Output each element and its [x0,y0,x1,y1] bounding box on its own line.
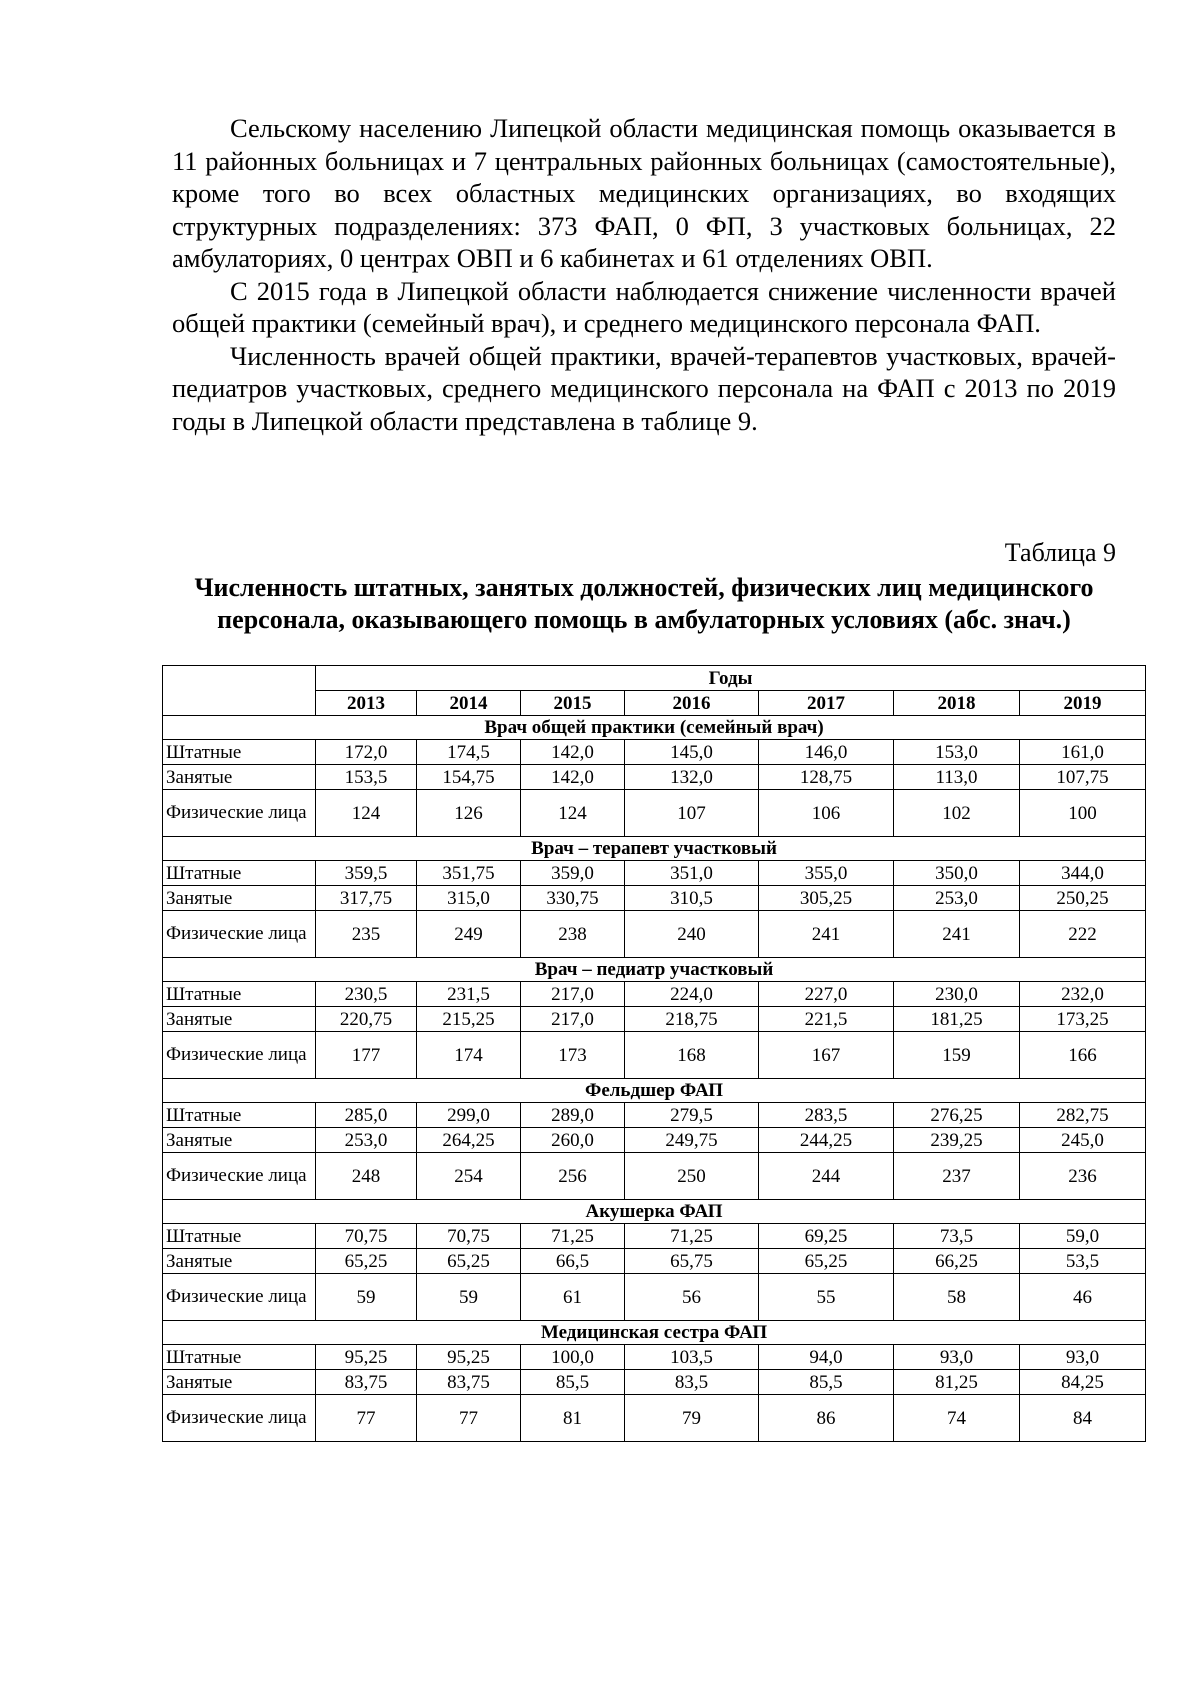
value-cell: 237 [894,1153,1020,1200]
value-cell: 65,25 [759,1249,894,1274]
value-cell: 232,0 [1020,982,1146,1007]
value-cell: 142,0 [521,765,625,790]
value-cell: 256 [521,1153,625,1200]
value-cell: 128,75 [759,765,894,790]
table-row [163,1345,1146,1370]
value-cell: 236 [1020,1153,1146,1200]
table-row [163,911,1146,958]
row-label: Занятые [163,1249,316,1274]
paragraph: С 2015 года в Липецкой области наблюдается снижение численности врачей общей практики (семейный врач), и среднего медицинского персонала ФАП. [172,275,1116,338]
value-cell: 241 [894,911,1020,958]
section-header-row [163,837,1146,861]
row-label: Штатные [163,861,316,886]
value-cell: 113,0 [894,765,1020,790]
section-header-row [163,958,1146,982]
value-cell: 102 [894,790,1020,837]
value-cell: 285,0 [316,1103,417,1128]
value-cell: 279,5 [625,1103,759,1128]
value-cell: 222 [1020,911,1146,958]
value-cell: 86 [759,1395,894,1442]
table-row [163,1274,1146,1321]
value-cell: 359,0 [521,861,625,886]
value-cell: 355,0 [759,861,894,886]
value-cell: 153,5 [316,765,417,790]
year-header-cell: 2013 [316,691,417,716]
value-cell: 84,25 [1020,1370,1146,1395]
value-cell: 173 [521,1032,625,1079]
row-label: Занятые [163,1370,316,1395]
value-cell: 351,75 [417,861,521,886]
value-cell: 146,0 [759,740,894,765]
value-cell: 231,5 [417,982,521,1007]
value-cell: 253,0 [894,886,1020,911]
value-cell: 100,0 [521,1345,625,1370]
year-header-cell: 2014 [417,691,521,716]
value-cell: 240 [625,911,759,958]
value-cell: 126 [417,790,521,837]
value-cell: 344,0 [1020,861,1146,886]
table-caption [172,537,1116,636]
value-cell: 95,25 [316,1345,417,1370]
row-label: Штатные [163,1224,316,1249]
row-label: Штатные [163,982,316,1007]
section-title: Акушерка ФАП [163,1200,1146,1224]
body-text [172,112,1116,437]
value-cell: 73,5 [894,1224,1020,1249]
value-cell: 172,0 [316,740,417,765]
value-cell: 299,0 [417,1103,521,1128]
value-cell: 177 [316,1032,417,1079]
value-cell: 93,0 [894,1345,1020,1370]
value-cell: 53,5 [1020,1249,1146,1274]
value-cell: 85,5 [521,1370,625,1395]
value-cell: 351,0 [625,861,759,886]
value-cell: 315,0 [417,886,521,911]
row-label: Физические лица [163,911,316,958]
table-row [163,740,1146,765]
table-row [163,1032,1146,1079]
row-label: Занятые [163,1007,316,1032]
value-cell: 65,25 [417,1249,521,1274]
table-row [163,1103,1146,1128]
value-cell: 107,75 [1020,765,1146,790]
value-cell: 317,75 [316,886,417,911]
value-cell: 83,75 [316,1370,417,1395]
table-row [163,1153,1146,1200]
value-cell: 217,0 [521,1007,625,1032]
value-cell: 59 [417,1274,521,1321]
row-label: Штатные [163,1103,316,1128]
value-cell: 168 [625,1032,759,1079]
section-title: Врач общей практики (семейный врач) [163,716,1146,740]
value-cell: 132,0 [625,765,759,790]
value-cell: 244,25 [759,1128,894,1153]
value-cell: 69,25 [759,1224,894,1249]
value-cell: 124 [521,790,625,837]
value-cell: 276,25 [894,1103,1020,1128]
value-cell: 59,0 [1020,1224,1146,1249]
value-cell: 79 [625,1395,759,1442]
value-cell: 74 [894,1395,1020,1442]
section-header-row [163,1079,1146,1103]
year-header-cell: 2018 [894,691,1020,716]
value-cell: 71,25 [521,1224,625,1249]
value-cell: 260,0 [521,1128,625,1153]
value-cell: 215,25 [417,1007,521,1032]
value-cell: 107 [625,790,759,837]
year-header-cell: 2019 [1020,691,1146,716]
section-header-row [163,1321,1146,1345]
value-cell: 249 [417,911,521,958]
table-row [163,790,1146,837]
value-cell: 70,75 [417,1224,521,1249]
value-cell: 244 [759,1153,894,1200]
value-cell: 217,0 [521,982,625,1007]
value-cell: 181,25 [894,1007,1020,1032]
value-cell: 106 [759,790,894,837]
value-cell: 66,25 [894,1249,1020,1274]
value-cell: 174,5 [417,740,521,765]
value-cell: 100 [1020,790,1146,837]
years-header: Годы [316,666,1146,691]
value-cell: 167 [759,1032,894,1079]
value-cell: 282,75 [1020,1103,1146,1128]
paragraph: Сельскому населению Липецкой области медицинская помощь оказывается в 11 районных больницах и 7 центральных районных больницах (самостоятельные), кроме того во всех областных медицинских организациях, во входящих структурных подразделениях: 373 ФАП, 0 ФП, 3 участковых больницах, 22 амбулаториях, 0 центрах ОВП и 6 кабинетах и 61 отделениях ОВП. [172,113,1116,273]
value-cell: 230,5 [316,982,417,1007]
row-label: Физические лица [163,1274,316,1321]
value-cell: 264,25 [417,1128,521,1153]
table-row [163,1370,1146,1395]
value-cell: 81,25 [894,1370,1020,1395]
value-cell: 254 [417,1153,521,1200]
section-title: Врач – педиатр участковый [163,958,1146,982]
section-title: Медицинская сестра ФАП [163,1321,1146,1345]
value-cell: 94,0 [759,1345,894,1370]
value-cell: 81 [521,1395,625,1442]
value-cell: 66,5 [521,1249,625,1274]
value-cell: 221,5 [759,1007,894,1032]
table-row [163,1395,1146,1442]
value-cell: 61 [521,1274,625,1321]
value-cell: 103,5 [625,1345,759,1370]
row-label: Штатные [163,740,316,765]
value-cell: 173,25 [1020,1007,1146,1032]
table-row [163,1128,1146,1153]
value-cell: 95,25 [417,1345,521,1370]
value-cell: 124 [316,790,417,837]
value-cell: 77 [316,1395,417,1442]
value-cell: 224,0 [625,982,759,1007]
section-header-row [163,1200,1146,1224]
value-cell: 65,75 [625,1249,759,1274]
row-label: Физические лица [163,1153,316,1200]
row-label: Физические лица [163,790,316,837]
table-row [163,861,1146,886]
value-cell: 85,5 [759,1370,894,1395]
data-table [162,665,1146,1442]
value-cell: 350,0 [894,861,1020,886]
year-header-cell: 2016 [625,691,759,716]
table-row [163,1249,1146,1274]
section-title: Фельдшер ФАП [163,1079,1146,1103]
value-cell: 71,25 [625,1224,759,1249]
value-cell: 239,25 [894,1128,1020,1153]
table-title: Численность штатных, занятых должностей, физических лиц медицинского персонала, оказывающего помощь в амбулаторных условиях (абс. знач.) [194,573,1094,634]
table-row [163,886,1146,911]
value-cell: 55 [759,1274,894,1321]
row-label: Штатные [163,1345,316,1370]
value-cell: 230,0 [894,982,1020,1007]
value-cell: 70,75 [316,1224,417,1249]
value-cell: 145,0 [625,740,759,765]
value-cell: 359,5 [316,861,417,886]
table-row [163,1224,1146,1249]
value-cell: 227,0 [759,982,894,1007]
row-label: Занятые [163,1128,316,1153]
value-cell: 283,5 [759,1103,894,1128]
year-header-cell: 2015 [521,691,625,716]
value-cell: 84 [1020,1395,1146,1442]
value-cell: 59 [316,1274,417,1321]
value-cell: 77 [417,1395,521,1442]
value-cell: 248 [316,1153,417,1200]
value-cell: 238 [521,911,625,958]
table-row [163,765,1146,790]
value-cell: 249,75 [625,1128,759,1153]
table-row [163,982,1146,1007]
value-cell: 220,75 [316,1007,417,1032]
value-cell: 154,75 [417,765,521,790]
row-label: Физические лица [163,1395,316,1442]
value-cell: 310,5 [625,886,759,911]
value-cell: 56 [625,1274,759,1321]
value-cell: 46 [1020,1274,1146,1321]
corner-cell [163,666,316,716]
value-cell: 161,0 [1020,740,1146,765]
value-cell: 218,75 [625,1007,759,1032]
value-cell: 330,75 [521,886,625,911]
row-label: Занятые [163,765,316,790]
row-label: Физические лица [163,1032,316,1079]
value-cell: 153,0 [894,740,1020,765]
value-cell: 250 [625,1153,759,1200]
value-cell: 250,25 [1020,886,1146,911]
value-cell: 235 [316,911,417,958]
value-cell: 83,75 [417,1370,521,1395]
value-cell: 289,0 [521,1103,625,1128]
value-cell: 305,25 [759,886,894,911]
value-cell: 142,0 [521,740,625,765]
value-cell: 241 [759,911,894,958]
value-cell: 253,0 [316,1128,417,1153]
value-cell: 83,5 [625,1370,759,1395]
section-title: Врач – терапевт участковый [163,837,1146,861]
value-cell: 58 [894,1274,1020,1321]
table-number: Таблица 9 [1004,538,1116,567]
value-cell: 166 [1020,1032,1146,1079]
value-cell: 65,25 [316,1249,417,1274]
paragraph: Численность врачей общей практики, врачей-терапевтов участковых, врачей-педиатров участковых, среднего медицинского персонала на ФАП с 2013 по 2019 годы в Липецкой области представлена в таблице 9. [172,340,1116,436]
value-cell: 93,0 [1020,1345,1146,1370]
value-cell: 159 [894,1032,1020,1079]
table-row [163,1007,1146,1032]
value-cell: 245,0 [1020,1128,1146,1153]
section-header-row [163,716,1146,740]
value-cell: 174 [417,1032,521,1079]
year-header-cell: 2017 [759,691,894,716]
row-label: Занятые [163,886,316,911]
